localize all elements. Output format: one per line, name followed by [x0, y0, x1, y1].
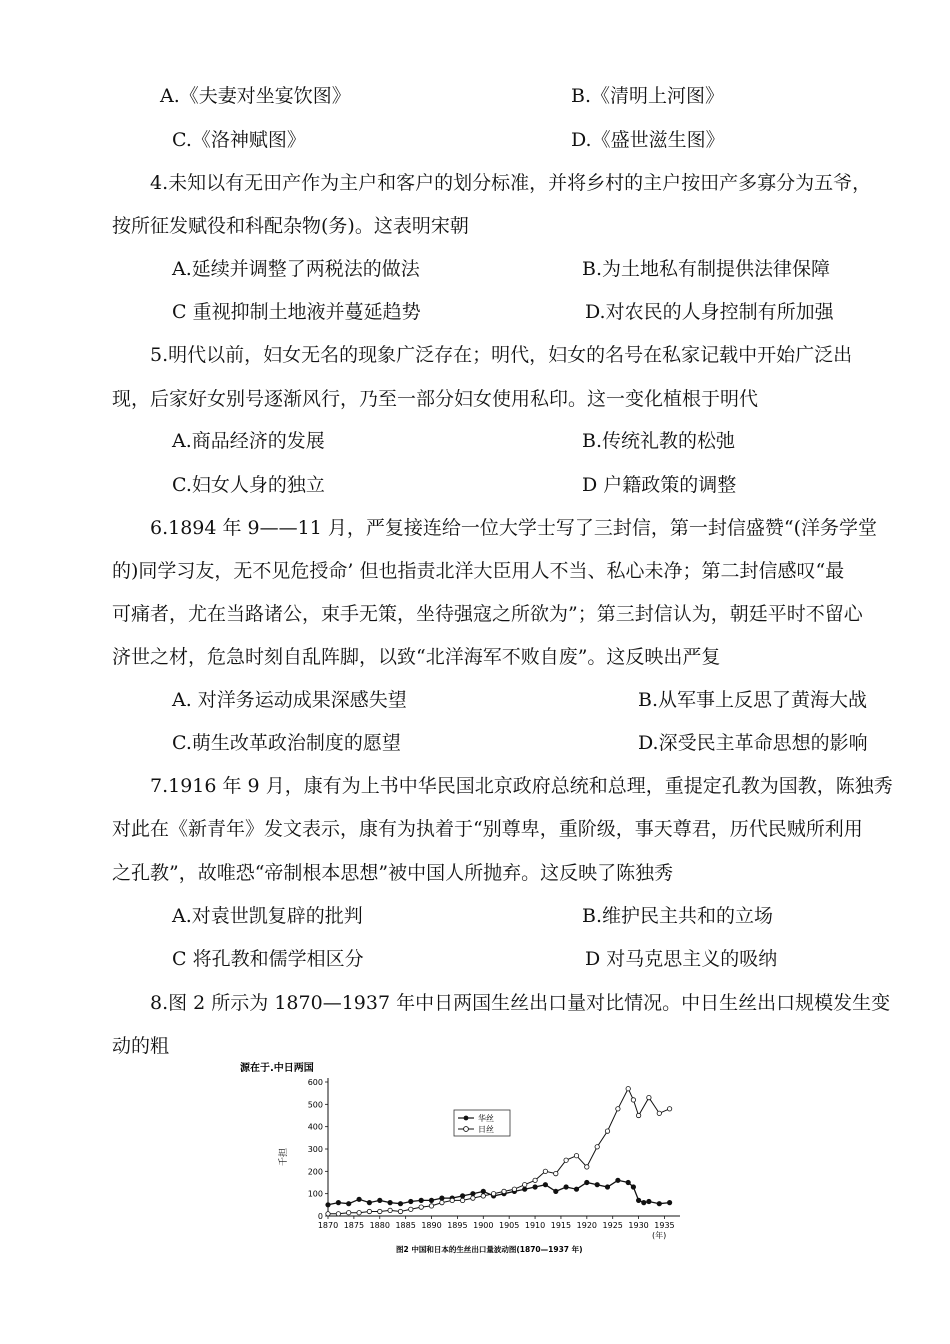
- q6-stem-line4: 济世之材，危急时刻自乱阵脚，以致“北洋海军不败自废”。这反映出严复: [112, 646, 721, 668]
- data-point-japan: [491, 1192, 495, 1196]
- x-tick-label: 1895: [447, 1221, 468, 1230]
- q6-stem-line2: 的)同学习友，无不见危授命’ 但也指责北洋大臣用人不当、私心未净；第二封信感叹“最: [112, 560, 845, 582]
- data-point-japan: [667, 1107, 671, 1111]
- chart-x-label: (年): [652, 1231, 667, 1240]
- x-tick-label: 1870: [317, 1221, 339, 1230]
- data-point-japan: [450, 1198, 454, 1202]
- legend-japan-marker: [464, 1127, 469, 1132]
- data-point-japan: [336, 1212, 340, 1216]
- legend-china-label: 华丝: [478, 1114, 494, 1123]
- data-point-japan: [429, 1204, 433, 1208]
- data-point-china: [440, 1196, 444, 1200]
- q8-stem-line2: 动的粗: [112, 1035, 170, 1057]
- q7-option-d: D 对马克思主义的吸纳: [585, 948, 778, 970]
- x-tick-label: 1890: [421, 1221, 442, 1230]
- y-tick-label: 600: [307, 1078, 323, 1087]
- data-point-japan: [471, 1196, 475, 1200]
- q5-stem-line2: 现，后家好女别号逐渐风行，乃至一部分妇女使用私印。这一变化植根于明代: [112, 388, 759, 410]
- data-point-china: [533, 1185, 537, 1189]
- data-point-japan: [347, 1211, 351, 1215]
- data-point-japan: [440, 1200, 444, 1204]
- x-tick-label: 1920: [576, 1221, 598, 1230]
- q6-stem-line1: 6.1894 年 9——11 月，严复接连给一位大学士写了三封信，第一封信盛赞“(洋务学堂: [150, 517, 877, 539]
- data-point-japan: [616, 1107, 620, 1111]
- data-point-japan: [574, 1154, 578, 1158]
- q6-option-d: D.深受民主革命思想的影响: [638, 732, 868, 754]
- data-point-japan: [357, 1211, 361, 1215]
- data-point-china: [585, 1180, 589, 1184]
- y-tick-label: 200: [307, 1167, 323, 1177]
- q4-option-c: C 重视抑制土地液并蔓延趋势: [172, 301, 421, 323]
- data-point-japan: [502, 1189, 506, 1193]
- q7-option-a: A.对袁世凯复辟的批判: [172, 905, 363, 927]
- y-tick-label: 100: [307, 1189, 323, 1199]
- data-point-japan: [626, 1087, 630, 1091]
- data-point-china: [647, 1199, 651, 1203]
- chart-y-label: 千担: [279, 1147, 289, 1166]
- x-tick-label: 1905: [498, 1221, 520, 1230]
- q6-option-a: A. 对洋务运动成果深感失望: [172, 689, 407, 711]
- data-point-china: [409, 1199, 413, 1203]
- data-point-japan: [388, 1208, 392, 1212]
- q7-stem-line3: 之孔教”，故唯恐“帝制根本思想”被中国人所抛弃。这反映了陈独秀: [112, 862, 674, 884]
- data-point-china: [631, 1185, 635, 1189]
- data-point-china: [595, 1183, 599, 1187]
- q6-option-b: B.从军事上反思了黄海大战: [638, 689, 868, 711]
- data-point-china: [626, 1180, 630, 1184]
- data-point-china: [419, 1198, 423, 1202]
- chart-legend: [454, 1110, 510, 1136]
- data-point-china: [574, 1187, 578, 1191]
- y-tick-label: 300: [307, 1145, 323, 1154]
- data-point-china: [642, 1200, 646, 1204]
- data-point-japan: [419, 1205, 423, 1209]
- data-point-japan: [460, 1198, 464, 1202]
- data-point-japan: [409, 1207, 413, 1211]
- q4-stem-line2: 按所征发赋役和科配杂物(务)。这表明宋朝: [112, 215, 469, 237]
- q4-option-d: D.对农民的人身控制有所加强: [585, 301, 834, 323]
- data-point-china: [347, 1202, 351, 1206]
- x-tick-label: 1930: [628, 1221, 649, 1230]
- q6-option-c: C.萌生改革政治制度的愿望: [172, 732, 401, 754]
- data-point-japan: [636, 1113, 640, 1117]
- q3-option-d: D.《盛世滋生图》: [571, 129, 725, 151]
- data-point-china: [657, 1202, 661, 1206]
- data-point-japan: [378, 1209, 382, 1213]
- data-point-japan: [326, 1212, 330, 1216]
- q7-stem-line1: 7.1916 年 9 月，康有为上书中华民国北京政府总统和总理，重提定孔教为国教，陈独秀: [150, 775, 893, 797]
- data-point-japan: [564, 1158, 568, 1162]
- chart-y-ticks: [308, 1078, 328, 1221]
- data-point-china: [564, 1185, 568, 1189]
- silk-export-figure: [228, 1058, 688, 1258]
- legend-japan-label: 日丝: [478, 1125, 494, 1134]
- data-point-china: [388, 1200, 392, 1204]
- x-tick-label: 1880: [369, 1221, 390, 1230]
- data-point-japan: [595, 1145, 599, 1149]
- data-point-china: [481, 1189, 485, 1193]
- x-tick-label: 1935: [654, 1221, 675, 1230]
- data-point-china: [378, 1198, 382, 1202]
- x-tick-label: 1900: [473, 1221, 494, 1230]
- data-point-china: [554, 1189, 558, 1193]
- data-point-japan: [367, 1209, 371, 1213]
- y-tick-label: 500: [307, 1100, 323, 1110]
- y-tick-label: 400: [307, 1122, 323, 1132]
- data-point-china: [326, 1203, 330, 1207]
- data-point-china: [429, 1198, 433, 1202]
- data-point-china: [471, 1192, 475, 1196]
- q3-option-c: C.《洛神赋图》: [172, 129, 306, 151]
- q5-option-a: A.商品经济的发展: [172, 430, 325, 452]
- q3-option-a: A.《夫妻对坐宴饮图》: [160, 85, 351, 107]
- q4-stem-line1: 4.未知以有无田产作为主户和客户的划分标准，并将乡村的主户按田产多寡分为五爷，: [150, 172, 872, 194]
- data-point-china: [398, 1202, 402, 1206]
- data-point-japan: [585, 1165, 589, 1169]
- data-point-china: [616, 1178, 620, 1182]
- data-point-japan: [512, 1187, 516, 1191]
- x-tick-label: 1910: [524, 1221, 546, 1230]
- data-point-china: [605, 1185, 609, 1189]
- q6-stem-line3: 可痛者，尤在当路诸公，束手无策，坐待强寇之所欲为”；第三封信认为，朝廷平时不留心: [112, 603, 863, 625]
- q7-option-b: B.维护民主共和的立场: [582, 905, 774, 927]
- q5-option-d: D 户籍政策的调整: [582, 474, 737, 496]
- data-point-japan: [647, 1095, 651, 1099]
- q5-option-b: B.传统礼教的松弛: [582, 430, 736, 452]
- q8-stem-line1: 8.图 2 所示为 1870—1937 年中日两国生丝出口量对比情况。中日生丝出口规模发生变: [150, 992, 891, 1014]
- x-tick-label: 1915: [550, 1221, 572, 1230]
- data-point-china: [636, 1198, 640, 1202]
- legend-china-marker: [464, 1116, 469, 1121]
- data-point-japan: [481, 1194, 485, 1198]
- x-tick-label: 1925: [602, 1221, 623, 1230]
- q5-option-c: C.妇女人身的独立: [172, 474, 325, 496]
- data-point-japan: [657, 1111, 661, 1115]
- data-point-china: [460, 1194, 464, 1198]
- data-point-japan: [398, 1209, 402, 1213]
- data-point-china: [543, 1183, 547, 1187]
- q4-option-a: A.延续并调整了两税法的做法: [172, 258, 420, 280]
- y-tick-label: 0: [317, 1212, 323, 1221]
- data-point-japan: [631, 1098, 635, 1102]
- data-point-japan: [605, 1129, 609, 1133]
- data-point-china: [336, 1200, 340, 1204]
- q5-stem-line1: 5.明代以前，妇女无名的现象广泛存在；明代，妇女的名号在私家记载中开始广泛出: [150, 344, 853, 366]
- q3-option-b: B.《清明上河图》: [571, 85, 725, 107]
- x-tick-label: 1875: [343, 1221, 365, 1230]
- q4-option-b: B.为土地私有制提供法律保障: [582, 258, 831, 280]
- chart-caption: 图2 中国和日本的生丝出口量波动图(1870—1937 年): [396, 1245, 583, 1254]
- data-point-china: [357, 1197, 361, 1201]
- data-point-china: [367, 1200, 371, 1204]
- data-point-china: [523, 1187, 527, 1191]
- data-point-japan: [523, 1183, 527, 1187]
- chart-x-ticks: [318, 1216, 675, 1230]
- q7-stem-line2: 对此在《新青年》发文表示，康有为执着于“别尊卑，重阶级，事天尊君，历代民贼所利用: [112, 818, 863, 840]
- data-point-china: [667, 1200, 671, 1204]
- x-tick-label: 1885: [395, 1221, 416, 1230]
- chart-title: 源在于.中日两国: [240, 1063, 314, 1074]
- silk-export-chart: [228, 1058, 688, 1258]
- q7-option-c: C 将孔教和儒学相区分: [172, 948, 364, 970]
- data-point-japan: [554, 1171, 558, 1175]
- data-point-japan: [533, 1178, 537, 1182]
- data-point-japan: [543, 1169, 547, 1173]
